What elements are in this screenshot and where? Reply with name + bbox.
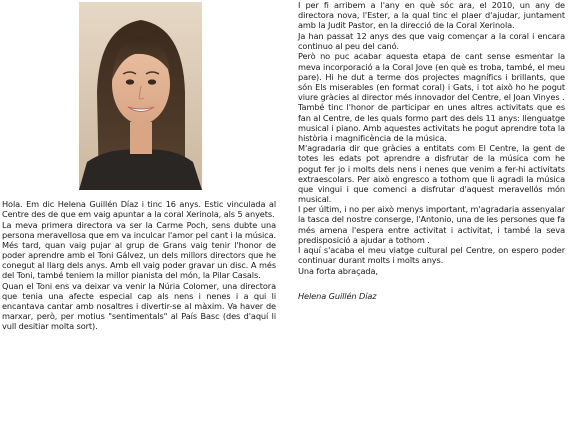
paragraph: Una forta abraçada, — [298, 265, 378, 276]
paragraph: Però no puc acabar aquesta etapa de cant sense esmentar la meva incorporació a la Coral Jove (en què es troba, també, el meu pare). Hi he dut a terme dos projectes magnífics i brillants, que són Els miserables (en format coral) i Gats, i tot això ho he pogut viure gràcies al director més innovador del Centre, el Joan Vinyes . — [298, 51, 565, 102]
paragraph: Hola. Em dic Helena Guillén Díaz i tinc 16 anys. Estic vinculada al Centre des de que em vaig apuntar a la coral Xerinola, als 5 anyets. — [2, 199, 276, 220]
left-text — [2, 199, 276, 331]
paragraph: Ja han passat 12 anys des que vaig començar a la coral i encara continuo al peu del canó. — [298, 30, 565, 51]
paragraph: La meva primera directora va ser la Carme Poch, sens dubte una persona meravellosa que em va inculcar l'amor pel cant i la música. Més tard, quan vaig pujar al grup de Grans vaig tenir l'honor de poder aprendre amb el Toni Gálvez, un dels millors directors que he conegut al llarg dels anys. Amb ell vaig poder gravar un disc. A més del Toni, també teniem la millor pianista del món, la Pilar Casals. — [2, 219, 276, 281]
portrait-image — [79, 2, 202, 190]
portrait-photo — [79, 2, 202, 190]
paragraph: I aquí s'acaba el meu viatge cultural pel Centre, on espero poder continuar durant molts i molts anys. — [298, 245, 565, 266]
left-column — [2, 2, 276, 332]
paragraph: I per fi arribem a l'any en què sóc ara, el 2010, un any de directora nova, l'Ester, a la qual tinc el plaer d'ajudar, juntament amb la Judit Pastor, en la direcció de la Coral Xerinola. — [298, 0, 565, 31]
paragraph: M'agradaria dir que gràcies a entitats com El Centre, la gent de totes les edats pot aprendre a disfrutar de la música com he pogut fer jo i molts dels nens i nenes que venim a fer-hi activitats extraescolars. Per això engresco a tothom que li agradi la música que vingui i que comenci a disfrutar d'aquest meravellós món musical. — [298, 143, 565, 204]
right-column — [298, 0, 565, 302]
signature: Helena Guillén Díaz — [298, 291, 377, 302]
paragraph: Quan el Toni ens va deixar va venir la Núria Colomer, una directora que tenia una afecte especial cap als nens i nenes i a qui li encantava cantar amb nosaltres i divertir-se al màxim. Va haver de marxar, però, per motius "sentimentals" al País Basc (des d'aquí li vull desitiar molta sort). — [2, 280, 276, 332]
paragraph: I per últim, i no per això menys important, m'agradaria assenyalar la tasca del nostre conserge, l'Antonio, una de les persones que fa més amena l'espera entre activitat i activitat, i també la seva predisposició a ajudar a tothom . — [298, 204, 565, 245]
paragraph: També tinc l'honor de participar en unes altres activitats que es fan al Centre, de les quals formo part des dels 11 anys: llenguatge musical i piano. Amb aquestes activitats he pogut aprendre tota la història i magnificència de la música. — [298, 102, 565, 143]
